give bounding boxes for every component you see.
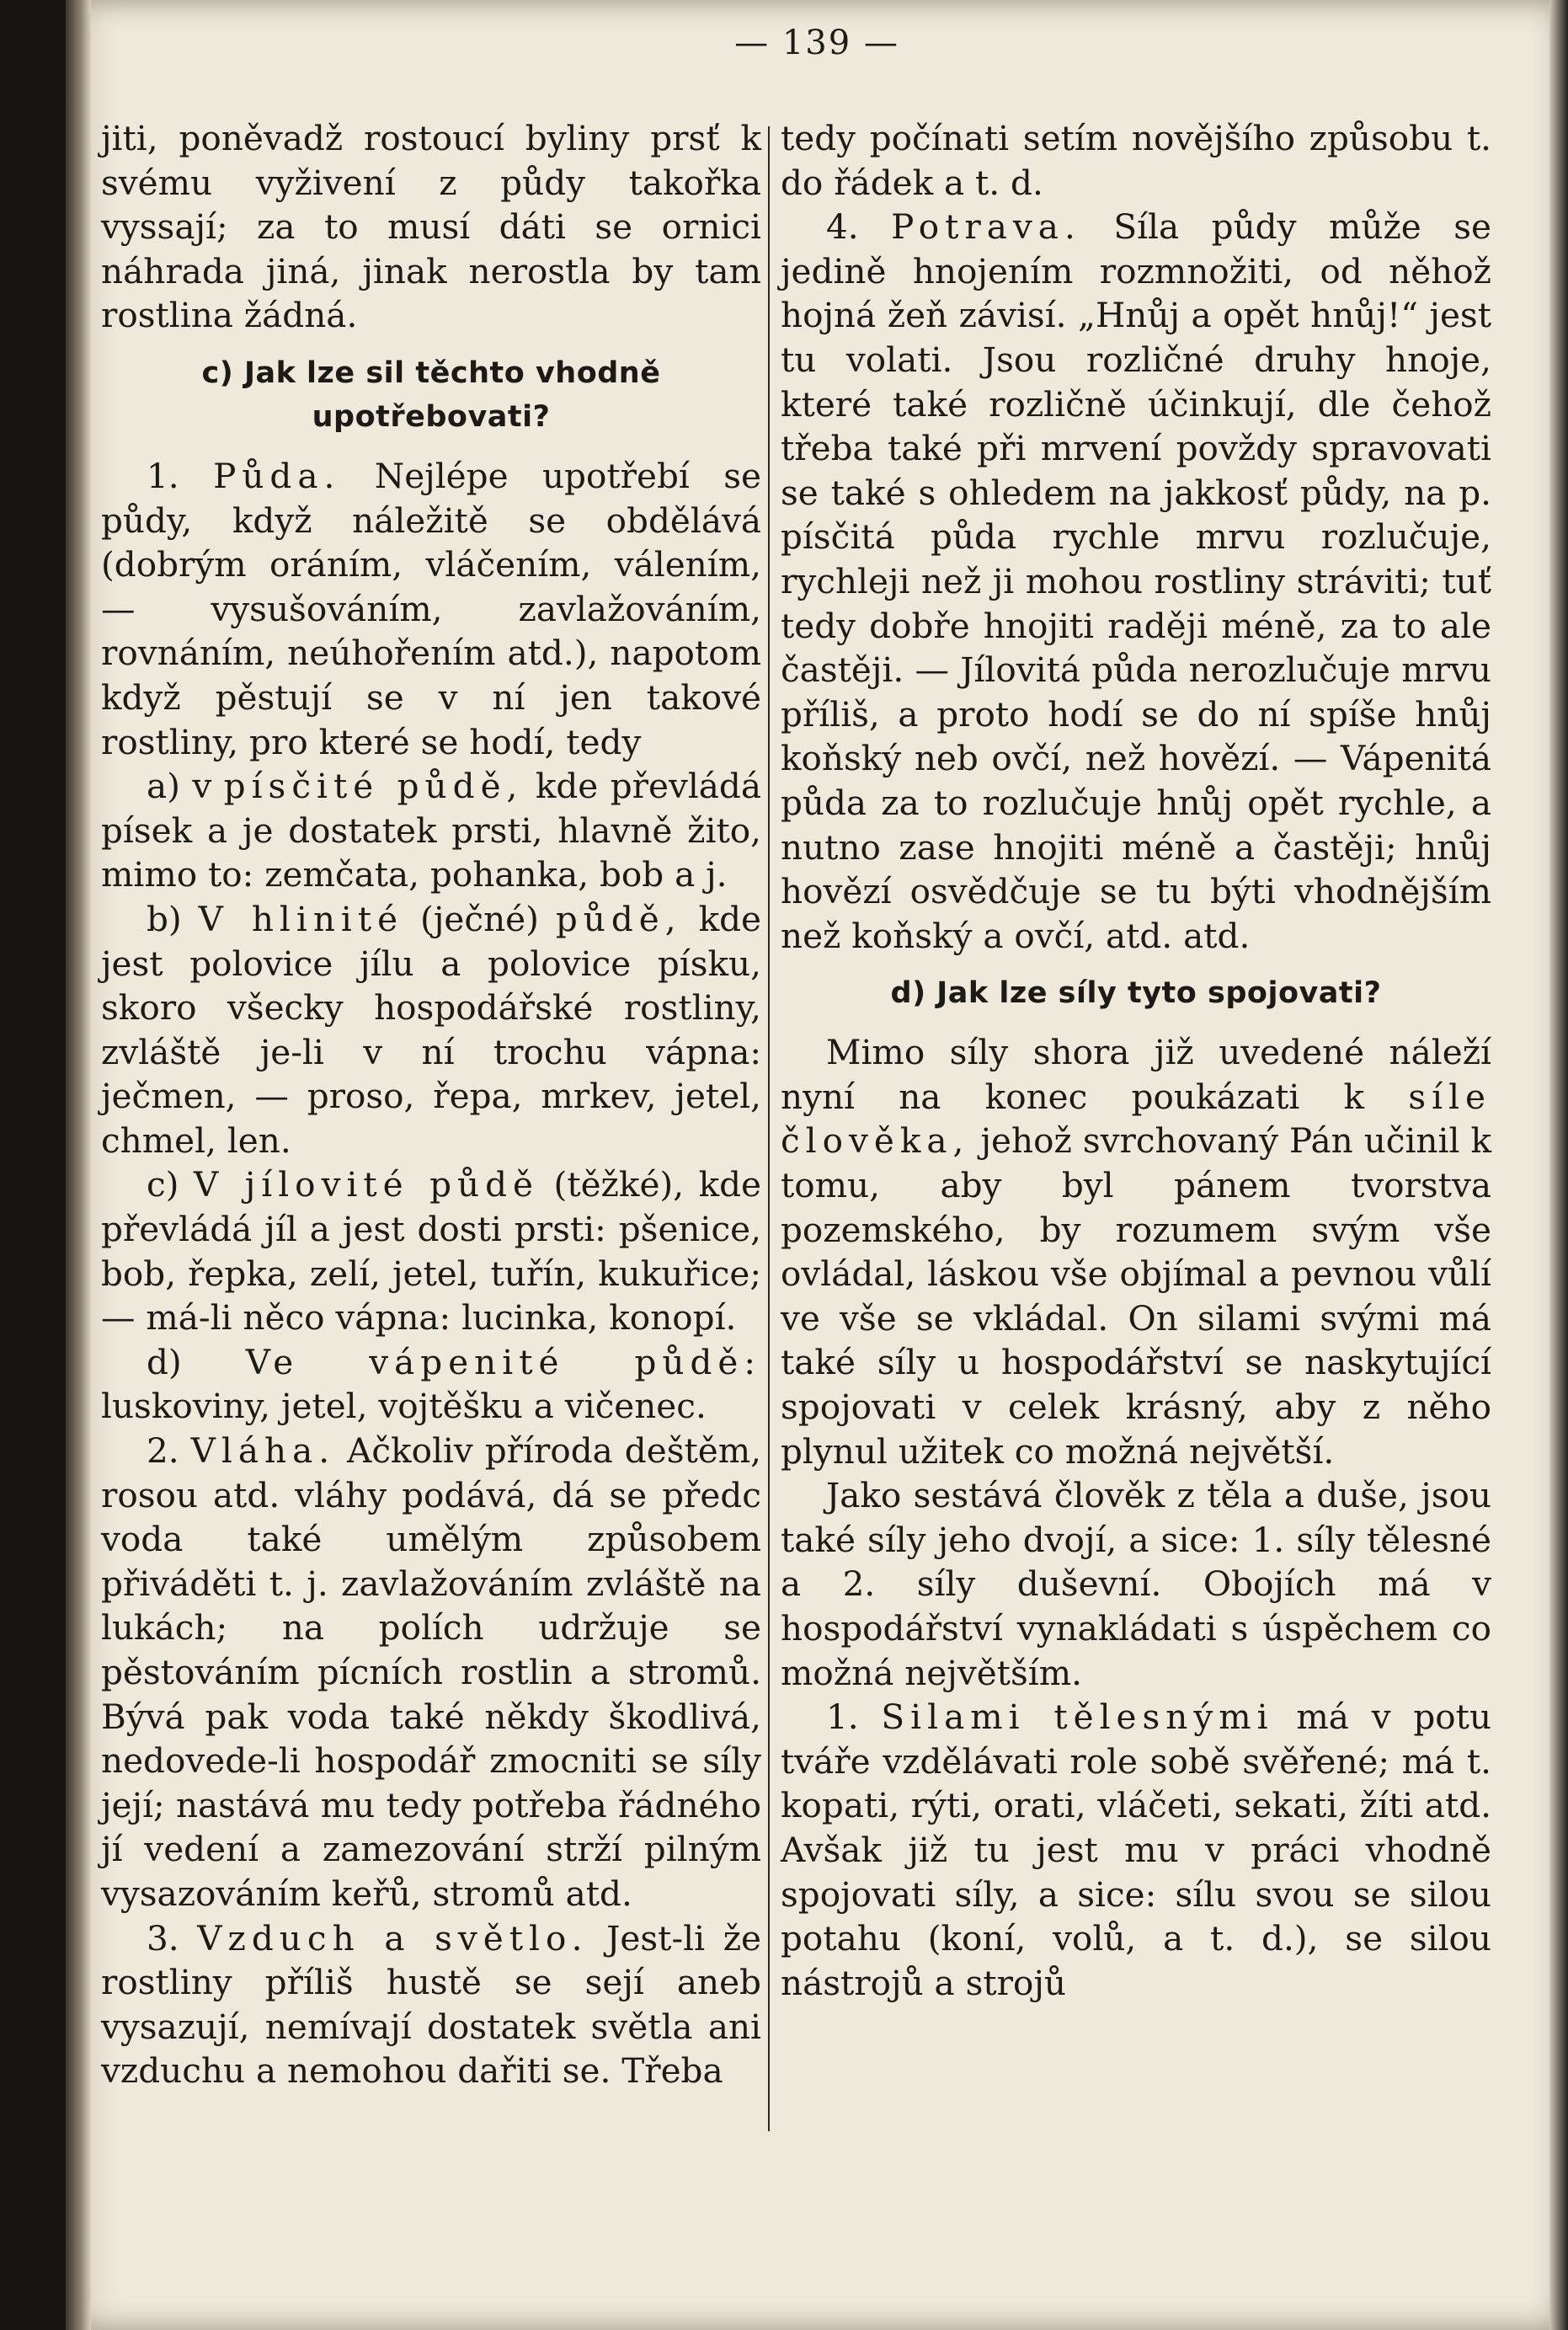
text-run: Jako sestává člověk z těla a duše, jsou také síly jeho dvojí, a sice: 1. síly tělesné a 2. síly duševní. Obojích má v hospodářství vynakládati s úspěchem co možná největším. xyxy=(781,1475,1491,1693)
page-number: — 139 — xyxy=(734,24,899,62)
spaced-emphasis-text: Ve vápenité půdě: xyxy=(245,1341,761,1382)
paragraph xyxy=(781,1695,1491,2005)
text-run: 3. xyxy=(147,1917,198,1959)
text-run: kde jest polovice jílu a polovice písku, skoro všecky hospodářské rostliny, zvláště je-li v ní trochu vápna: ječmen, — proso, řepa, mrkev, jetel, chmel, len. xyxy=(101,898,762,1161)
text-run: (těžké), kde převládá jíl a jest dosti prsti: pšenice, bob, řepka, zelí, jetel, tuřín, kukuřice; — má-li něco vápna: lucinka, konopí. xyxy=(101,1164,762,1339)
text-run: 4. xyxy=(826,206,892,248)
spaced-emphasis-text: Potrava. xyxy=(891,206,1081,248)
book-page xyxy=(66,0,1568,2330)
paragraph xyxy=(781,1473,1491,1695)
paragraph xyxy=(101,764,761,897)
column-divider xyxy=(768,126,770,2131)
right-column xyxy=(781,116,1491,2005)
paragraph xyxy=(101,116,761,338)
left-column xyxy=(101,116,761,2093)
section-heading xyxy=(781,971,1491,1015)
paragraph xyxy=(781,116,1491,205)
text-run: má v potu tváře vzdělávati role sobě svěřené; má t. kopati, rýti, orati, vláčeti, sekati, žíti atd. Avšak již tu jest mu v práci vhodně spojovati síly, a sice: sílu svou se silou potahu (koní, volů, a t. d.), se silou nástrojů a strojů xyxy=(781,1697,1492,2003)
spaced-emphasis-text: Silami tělesnými xyxy=(881,1697,1274,1738)
paragraph xyxy=(101,1916,761,2093)
text-run: c) Jak lze sil těchto vhodně upotřebovati? xyxy=(201,355,661,434)
text-run: jehož svrchovaný Pán učinil k tomu, aby byl pánem tvorstva pozemského, by rozumem svým vše ovládal, láskou vše objímal a pevnou vůlí ve vše se vkládal. On silami svými má také síly u hospodářství se naskytující spojovati v celek krásný, aby z něho plynul užitek co možná největší. xyxy=(781,1120,1491,1472)
text-run: tedy počínati setím novějšího způsobu t. do řádek a t. d. xyxy=(781,118,1491,203)
paragraph xyxy=(101,1162,761,1339)
spaced-emphasis-text: Půda. xyxy=(213,455,341,496)
paragraph xyxy=(781,1030,1491,1473)
section-heading xyxy=(101,351,761,439)
text-run: Síla půdy může se jedině hnojením rozmnožiti, od něhož hojná žeň závisí. „Hnůj a opět hnůj!“ jest tu volati. Jsou rozličné druhy hnoje, které také rozličně účinkují, dle čehož třeba také při mrvení povždy spravovati se také s ohledem na jakkosť půdy, na p. písčitá půda rychle mrvu rozlučuje, rychleji než ji mohou rostliny stráviti; tuť tedy dobře hnojiti raději méně, za to ale častěji. — Jílovitá půda nerozlučuje mrvu příliš, a proto hodí se do ní spíše hnůj koňský neb ovčí, než hovězí. — Vápenitá půda za to rozlučuje hnůj opět rychle, a nutno zase hnojiti méně a častěji; hnůj hovězí osvědčuje se tu býti vhodnějším než koňský a ovčí, atd. atd. xyxy=(781,206,1492,956)
text-run: jiti, poněvadž rostoucí byliny prsť k svému vyživení z půdy takořka vyssají; za to musí dáti se ornici náhrada jiná, jinak nerostla by tam rostlina žádná. xyxy=(101,118,761,336)
gutter-shadow xyxy=(66,0,91,2330)
spaced-emphasis-text: písčité půdě, xyxy=(223,766,524,807)
text-run: luskoviny, jetel, vojtěšku a vičenec. xyxy=(101,1386,707,1427)
paragraph xyxy=(781,205,1491,958)
text-run: 1. xyxy=(147,455,214,496)
text-run: b) xyxy=(147,898,199,939)
text-run: d) Jak lze síly tyto spojovati? xyxy=(890,976,1382,1011)
text-run: d) xyxy=(147,1341,246,1382)
text-run: Nejlépe upotřebí se půdy, když náležitě se obdělává (dobrým oráním, vláčením, válením, — vysušováním, zavlažováním, rovnáním, neúhořením atd.), napotom když pěstují se v ní jen takové rostliny, pro které se hodí, tedy xyxy=(101,455,761,762)
paragraph xyxy=(101,1340,761,1429)
spaced-emphasis-text: Vzduch a světlo. xyxy=(197,1917,589,1959)
text-run: Ačkoliv příroda deštěm, rosou atd. vláhy podává, dá se předc voda také umělým způsobem přiváděti t. j. zavlažováním zvláště na lukách; na polích udržuje se pěstováním pícních rostlin a stromů. Bývá pak voda také někdy škodlivá, nedovede-li hospodář zmocniti se síly její; nastává mu tedy potřeba řádného jí vedení a zamezování strží pilným vysazováním keřů, stromů atd. xyxy=(101,1430,762,1914)
spaced-emphasis-text: síle člověka, xyxy=(781,1076,1491,1162)
paragraph xyxy=(101,454,761,764)
text-run: kde převládá písek a je dostatek prsti, hlavně žito, mimo to: zemčata, pohanka, bob a j. xyxy=(101,766,761,895)
spaced-emphasis-text: V jílovité půdě xyxy=(193,1164,540,1205)
text-run: c) xyxy=(147,1164,194,1205)
page-edge xyxy=(1549,0,1568,2330)
paragraph xyxy=(101,897,761,1163)
text-run: a) v xyxy=(147,766,224,807)
paragraph xyxy=(101,1429,761,1916)
spaced-emphasis-text: Vláha. xyxy=(190,1430,336,1472)
text-run: (ječné) xyxy=(403,898,556,939)
text-run: 2. xyxy=(147,1430,191,1472)
text-run: 1. xyxy=(826,1697,882,1738)
spaced-emphasis-text: půdě, xyxy=(555,898,682,939)
spaced-emphasis-text: V hlinité xyxy=(198,898,404,939)
text-run: Jest-li že rostliny příliš hustě se sejí aneb vysazují, nemívají dostatek světla ani vzduchu a nemohou dařiti se. Třeba xyxy=(101,1917,761,2092)
text-run: Mimo síly shora již uvedené náleží nyní na konec poukázati k xyxy=(781,1032,1491,1117)
